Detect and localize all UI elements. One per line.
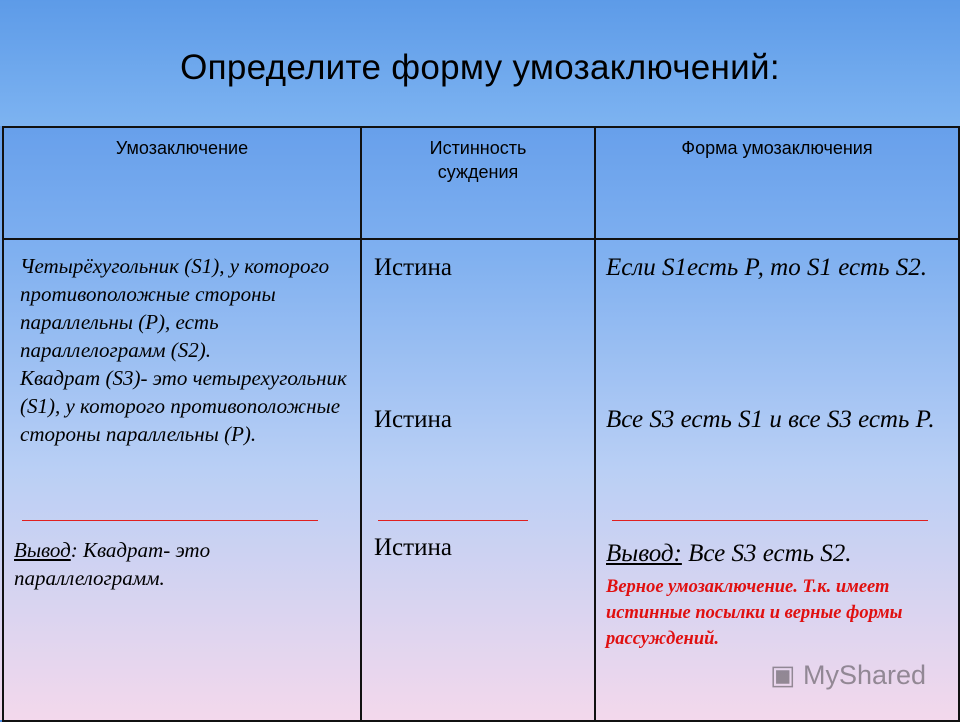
truth-value-2: Истина xyxy=(374,406,452,433)
form-cell xyxy=(596,240,960,722)
form-conclusion xyxy=(606,536,946,572)
premise-1: Четырёхугольник (S1), у которого противоположные стороны параллельны (Р), есть параллелограмм (S2). xyxy=(20,254,330,362)
form-line-1: Если S1есть Р, то S1 есть S2. xyxy=(606,254,927,281)
verdict-text: Верное умозаключение. Т.к. имеет истинные посылки и верные формы рассуждений. xyxy=(606,577,903,649)
form-line-2: Все S3 есть S1 и все S3 есть Р. xyxy=(606,406,935,433)
header-truth-label: Истинность суждения xyxy=(429,138,527,182)
slide-title-bar xyxy=(0,0,960,126)
header-argument: Умозаключение xyxy=(4,128,362,240)
premise-2: Квадрат (S3)- это четырехугольник (S1), у которого противоположные стороны параллельны (Р). xyxy=(20,366,347,446)
truth-divider xyxy=(378,520,528,521)
truth-value-1: Истина xyxy=(374,254,452,281)
watermark-icon: ▣ xyxy=(770,660,804,690)
slide-title: Определите форму умозаключений: xyxy=(180,48,780,87)
argument-text xyxy=(14,252,354,448)
header-truth xyxy=(362,128,596,240)
truth-value-3: Истина xyxy=(374,534,452,561)
argument-conclusion-label: Вывод xyxy=(14,538,71,562)
argument-divider xyxy=(22,520,318,521)
argument-conclusion xyxy=(14,536,354,592)
form-divider xyxy=(612,520,928,521)
form-conclusion-text: Все S3 есть S2. xyxy=(681,540,852,567)
syllogism-table xyxy=(2,126,960,722)
form-conclusion-label: Вывод: xyxy=(606,540,682,567)
watermark-text: MyShared xyxy=(803,660,927,690)
truth-cell xyxy=(362,240,596,722)
argument-cell xyxy=(4,240,362,722)
header-form: Форма умозаключения xyxy=(596,128,960,240)
watermark xyxy=(770,660,926,691)
argument-conclusion-text: : Квадрат- это параллелограмм. xyxy=(14,538,211,590)
